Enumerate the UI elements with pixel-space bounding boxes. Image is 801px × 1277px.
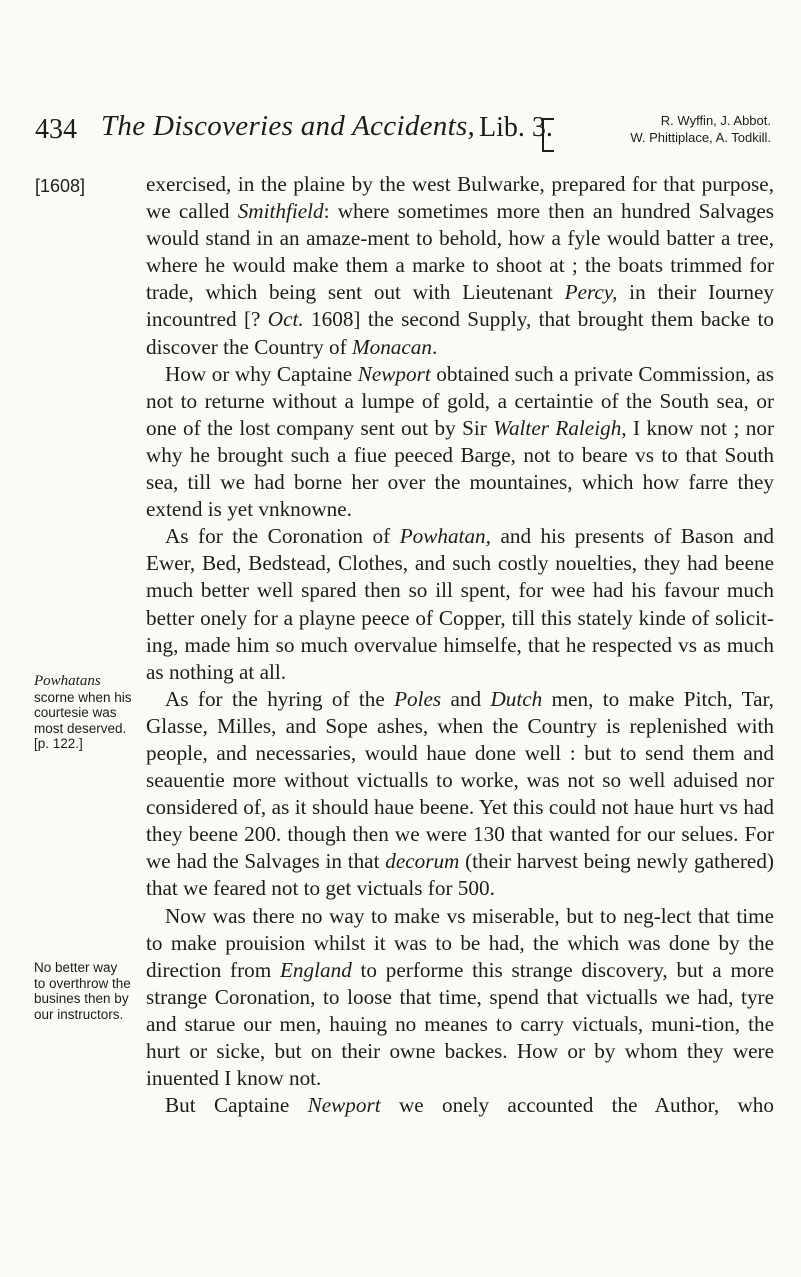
paragraph-6	[146, 1092, 774, 1119]
paragraph-5	[146, 903, 774, 1093]
italic-place-name: Monacan	[351, 334, 432, 359]
running-header	[35, 110, 770, 160]
text-run: we onely accounted the Author, who	[380, 1093, 774, 1118]
italic-place-name: Smithfield	[237, 199, 324, 224]
text-run: and his presents of Bason and Ewer, Bed, Bedstead, Clothes, and such costly nouelties, they had beene much better well spared then so ill spent, for wee had his favour much better onely for a playne peece of Copper, till this stately kinde of solicit-ing, made him so much overvalue himselfe, that he respected vs as much as nothing at all.	[146, 524, 774, 684]
text-run: exercised, in the plaine by the west Bulwarke, prepared for that purpose, we called	[146, 172, 774, 224]
margin-note-text: No better way to overthrow the busines then by our instructors.	[34, 960, 131, 1022]
text-run: to performe this strange discovery, but a more strange Coronation, to loose that time, spend that victualls we had, tyre and starue our men, hauing no meanes to carry victuals, muni-tion, the hurt or sicke, but on their owne backes. How or by whom they were inuented I know not.	[146, 957, 774, 1091]
text-run: .	[431, 334, 438, 359]
italic-people-name: Dutch	[490, 686, 543, 711]
text-run: (their harvest being newly gathered) that we feared not to get victuals for 500.	[146, 849, 774, 901]
text-run: : where sometimes more then an hundred Salvages would stand in an amaze-ment to behold, how a fyle would batter a tree, where he would make them a marke to shoot at ; the boats trimmed for trade, which being sent out with Lieutenant	[146, 199, 774, 305]
page-number: 434	[35, 114, 77, 145]
credits-line-1: R. Wyffin, J. Abbot.	[660, 113, 771, 128]
margin-note-powhatan	[34, 674, 132, 752]
margin-note-text: scorne when his courtesie was most deserved.	[34, 689, 132, 736]
italic-person-name: Powhatan,	[399, 524, 491, 549]
year-marker: [1608]	[35, 176, 86, 196]
paragraph-2	[146, 361, 774, 524]
italic-place-name: England	[279, 957, 352, 982]
text-run: men, to make Pitch, Tar, Glasse, Milles, and Sope ashes, when the Country is replenished with people, and necessaries, would haue done well : but to send them and seauentie more without victualls to worke, was not so well aduised nor considered of, as it should haue beene. Yet this could not haue hurt vs had they beene 200. though then we were 130 that wanted for our selues. For we had the Salvages in that	[146, 686, 774, 874]
margin-note-no-better-way	[34, 960, 132, 1022]
credits-line-2: W. Phittiplace, A. Todkill.	[630, 130, 771, 145]
text-run: How or why Captaine	[165, 361, 358, 386]
italic-person-name: Newport	[357, 361, 431, 386]
credits	[557, 112, 771, 146]
running-title: The Discoveries and Accidents,	[101, 110, 476, 142]
margin-note-title: Powhatans	[34, 673, 101, 689]
italic-person-name: Walter Raleigh,	[493, 415, 627, 440]
text-run: Now was there no way to make vs miserable, but to neg-lect that time to make prouision whilst it was to be had, the which was done by the direction from	[146, 903, 774, 982]
text-run: and	[441, 686, 491, 711]
italic-people-name: Poles	[394, 686, 442, 711]
text-run: in their Iourney incountred [?	[146, 280, 774, 332]
text-run: obtained such a private Commission, as not to returne without a lumpe of gold, a certaintie of the South sea, or one of the lost company sent out by Sir	[146, 361, 775, 440]
italic-person-name: Percy,	[564, 280, 618, 305]
text-run: As for the Coronation of	[165, 524, 400, 549]
text-run: As for the hyring of the	[165, 686, 395, 711]
italic-person-name: Newport	[307, 1093, 381, 1118]
paragraph-1	[146, 171, 774, 361]
text-run: 1608] the second Supply, that brought them backe to discover the Country of	[146, 307, 774, 359]
page-reference: [p. 122.]	[34, 736, 83, 751]
book-reference: Lib. 3.	[479, 112, 553, 143]
text-run: I know not ; nor why he brought such a fiue peeced Barge, not to beare vs to that South sea, till we had borne her over the mountaines, which how farre they extend is yet vnknowne.	[146, 415, 775, 522]
italic-word: decorum	[385, 849, 460, 874]
paragraph-4	[146, 686, 774, 903]
paragraph-3	[146, 523, 774, 686]
main-text	[146, 171, 774, 1119]
italic-date: Oct.	[267, 307, 304, 332]
text-run: But Captaine	[165, 1093, 308, 1118]
credits-bracket	[542, 118, 554, 152]
